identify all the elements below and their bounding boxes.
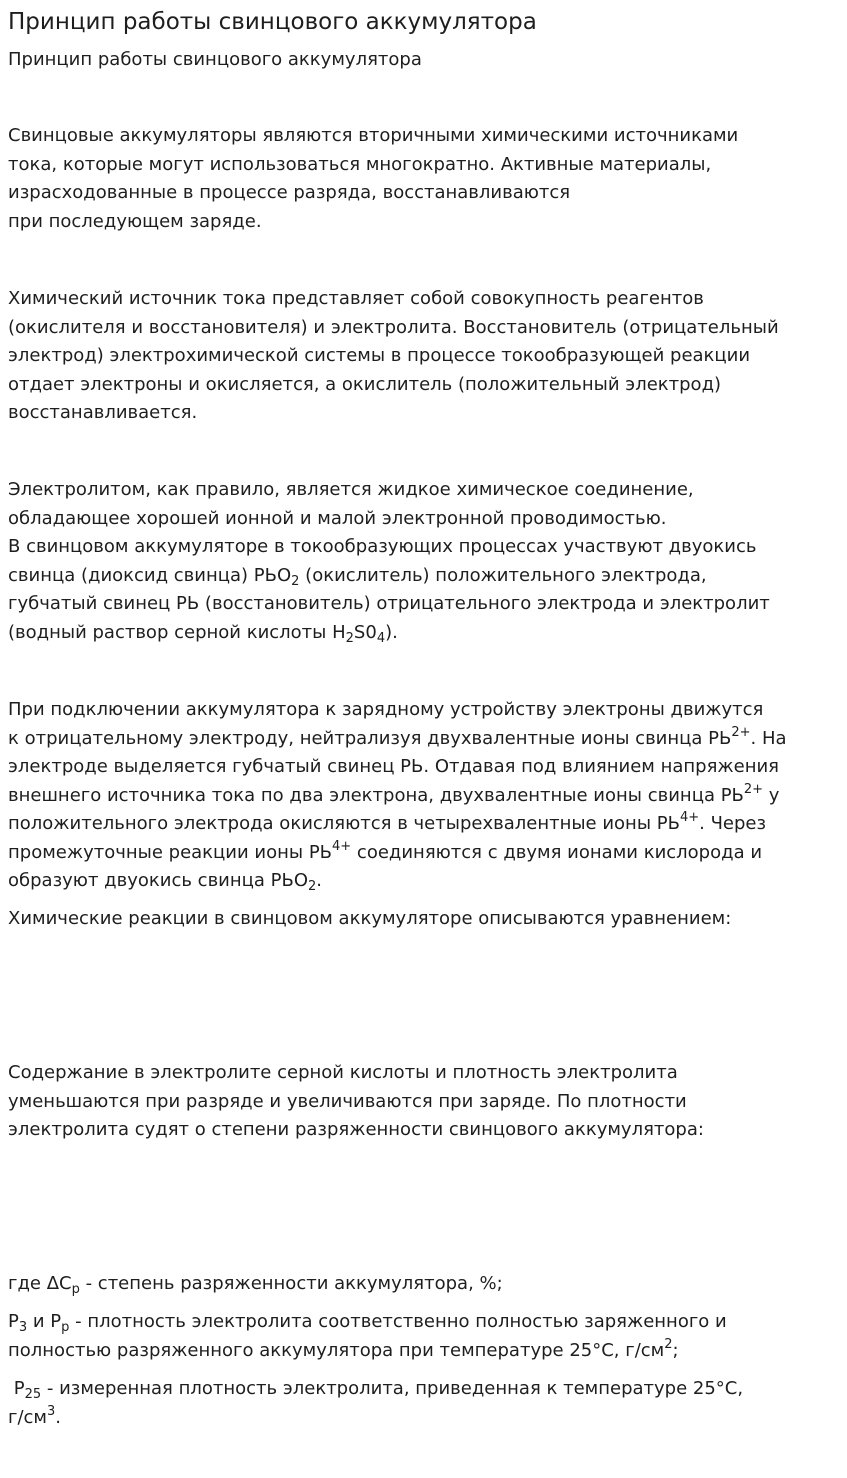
- paragraph-electrolyte: [8, 476, 847, 647]
- text-segment: .: [55, 1406, 62, 1428]
- text-line: электрод) электрохимической системы в процессе токообразующей реакции: [8, 345, 751, 366]
- superscript: 4+: [679, 810, 700, 825]
- text-line: В свинцовом аккумуляторе в токообразующих процессах участвуют двуокись: [8, 536, 757, 557]
- text-line: [8, 839, 847, 868]
- superscript: 2: [664, 1336, 673, 1352]
- text-segment: - плотность электролита соответственно полностью заряженного и: [69, 1311, 727, 1332]
- subscript: 2: [291, 573, 300, 589]
- page-subtitle: Принцип работы свинцового аккумулятора: [8, 49, 422, 70]
- text-segment: соединяются с двумя ионами кислорода и: [351, 841, 763, 863]
- text-line: Химические реакции в свинцовом аккумуляторе описываются уравнением:: [8, 908, 732, 929]
- text-segment: - измеренная плотность электролита, приведенная к температуре 25°C,: [41, 1378, 744, 1399]
- text-segment: S0: [353, 621, 377, 643]
- text-line: обладающее хорошей ионной и малой электронной проводимостью.: [8, 507, 667, 529]
- text-segment: полностью разряженного аккумулятора при температуре 25°C, г/см: [8, 1339, 665, 1361]
- paragraph-charging: [8, 696, 847, 896]
- text-line: уменьшаются при разряде и увеличиваются при заряде. По плотности: [8, 1090, 687, 1112]
- text-line: электроде выделяется губчатый свинец PЬ. Отдавая под влиянием напряжения: [8, 756, 779, 777]
- text-line: [8, 1308, 847, 1337]
- superscript: 4+: [332, 838, 352, 854]
- subscript: 25: [24, 1387, 42, 1402]
- text-segment: г/см: [8, 1406, 47, 1428]
- text-line: Содержание в электролите серной кислоты и плотность электролита: [8, 1062, 678, 1083]
- text-segment: где ΔC: [8, 1273, 72, 1294]
- text-segment: положительного электрода окисляются в четырехвалентные ионы PЬ: [8, 813, 680, 834]
- text-segment: - степень разряженности аккумулятора, %;: [79, 1273, 503, 1294]
- text-line: [8, 867, 847, 896]
- text-segment: ;: [672, 1339, 679, 1361]
- paragraph-reactions: [8, 905, 847, 934]
- text-line: Электролитом, как правило, является жидкое химическое соединение,: [8, 479, 694, 500]
- paragraph-definition-p: [8, 1308, 847, 1365]
- text-line: [8, 1404, 847, 1433]
- text-line: тока, которые могут использоваться многократно. Активные материалы,: [8, 153, 712, 175]
- text-line: [8, 562, 847, 591]
- text-line: Свинцовые аккумуляторы являются вторичными химическими источниками: [8, 125, 739, 146]
- text-line: израсходованные в процессе разряда, восстанавливаются: [8, 182, 571, 203]
- text-segment: промежуточные реакции ионы PЬ: [8, 841, 333, 863]
- text-line: При подключении аккумулятора к зарядному устройству электроны движутся: [8, 699, 764, 720]
- text-line: Химический источник тока представляет собой совокупность реагентов: [8, 288, 704, 309]
- text-segment: к отрицательному электроду, нейтрализуя двухвалентные ионы свинца PЬ: [8, 727, 732, 749]
- text-line: отдает электроны и окисляется, а окислитель (положительный электрод): [8, 373, 722, 395]
- text-line: при последующем заряде.: [8, 210, 262, 232]
- paragraph-chemical-source: [8, 285, 847, 428]
- text-segment: P: [8, 1311, 19, 1332]
- text-segment: (водный раствор серной кислоты H: [8, 621, 346, 643]
- paragraph-density: [8, 1059, 847, 1145]
- text-segment: ).: [385, 621, 398, 643]
- text-line: [8, 1270, 847, 1299]
- text-segment: P: [8, 1378, 25, 1399]
- superscript: 3: [47, 1403, 56, 1419]
- text-line: [8, 782, 847, 811]
- text-line: [8, 1337, 847, 1366]
- subscript: 4: [376, 630, 386, 646]
- subscript: 2: [345, 630, 354, 646]
- text-segment: (окислитель) положительного электрода,: [299, 564, 707, 586]
- subscript: p: [71, 1282, 80, 1297]
- subscript: 2: [308, 879, 317, 894]
- text-line: губчатый свинец PЬ (восстановитель) отрицательного электрода и электролит: [8, 593, 770, 614]
- text-line: [8, 619, 847, 648]
- text-segment: свинца (диоксид свинца) PЬO: [8, 564, 292, 586]
- text-segment: у: [763, 784, 780, 806]
- text-line: восстанавливается.: [8, 402, 198, 423]
- text-line: [8, 1375, 847, 1404]
- text-segment: . Через: [699, 813, 767, 834]
- text-line: [8, 725, 847, 754]
- text-segment: внешнего источника тока по два электрона, двухвалентные ионы свинца PЬ: [8, 784, 744, 806]
- paragraph-intro: [8, 122, 847, 236]
- text-segment: .: [316, 870, 323, 891]
- superscript: 2+: [743, 781, 764, 797]
- text-line: электролита судят о степени разряженности свинцового аккумулятора:: [8, 1119, 704, 1140]
- text-segment: образуют двуокись свинца PЬO: [8, 870, 309, 891]
- subscript: 3: [18, 1320, 28, 1335]
- text-line: (окислителя и восстановителя) и электролита. Восстановитель (отрицательный: [8, 316, 779, 338]
- paragraph-definition-dc: [8, 1270, 847, 1299]
- text-segment: . На: [750, 727, 787, 749]
- superscript: 2+: [731, 724, 751, 740]
- text-line: [8, 810, 847, 839]
- page-title: Принцип работы свинцового аккумулятора: [8, 9, 537, 35]
- text-segment: и P: [27, 1311, 62, 1332]
- paragraph-definition-p25: [8, 1375, 847, 1432]
- subscript: p: [61, 1320, 70, 1335]
